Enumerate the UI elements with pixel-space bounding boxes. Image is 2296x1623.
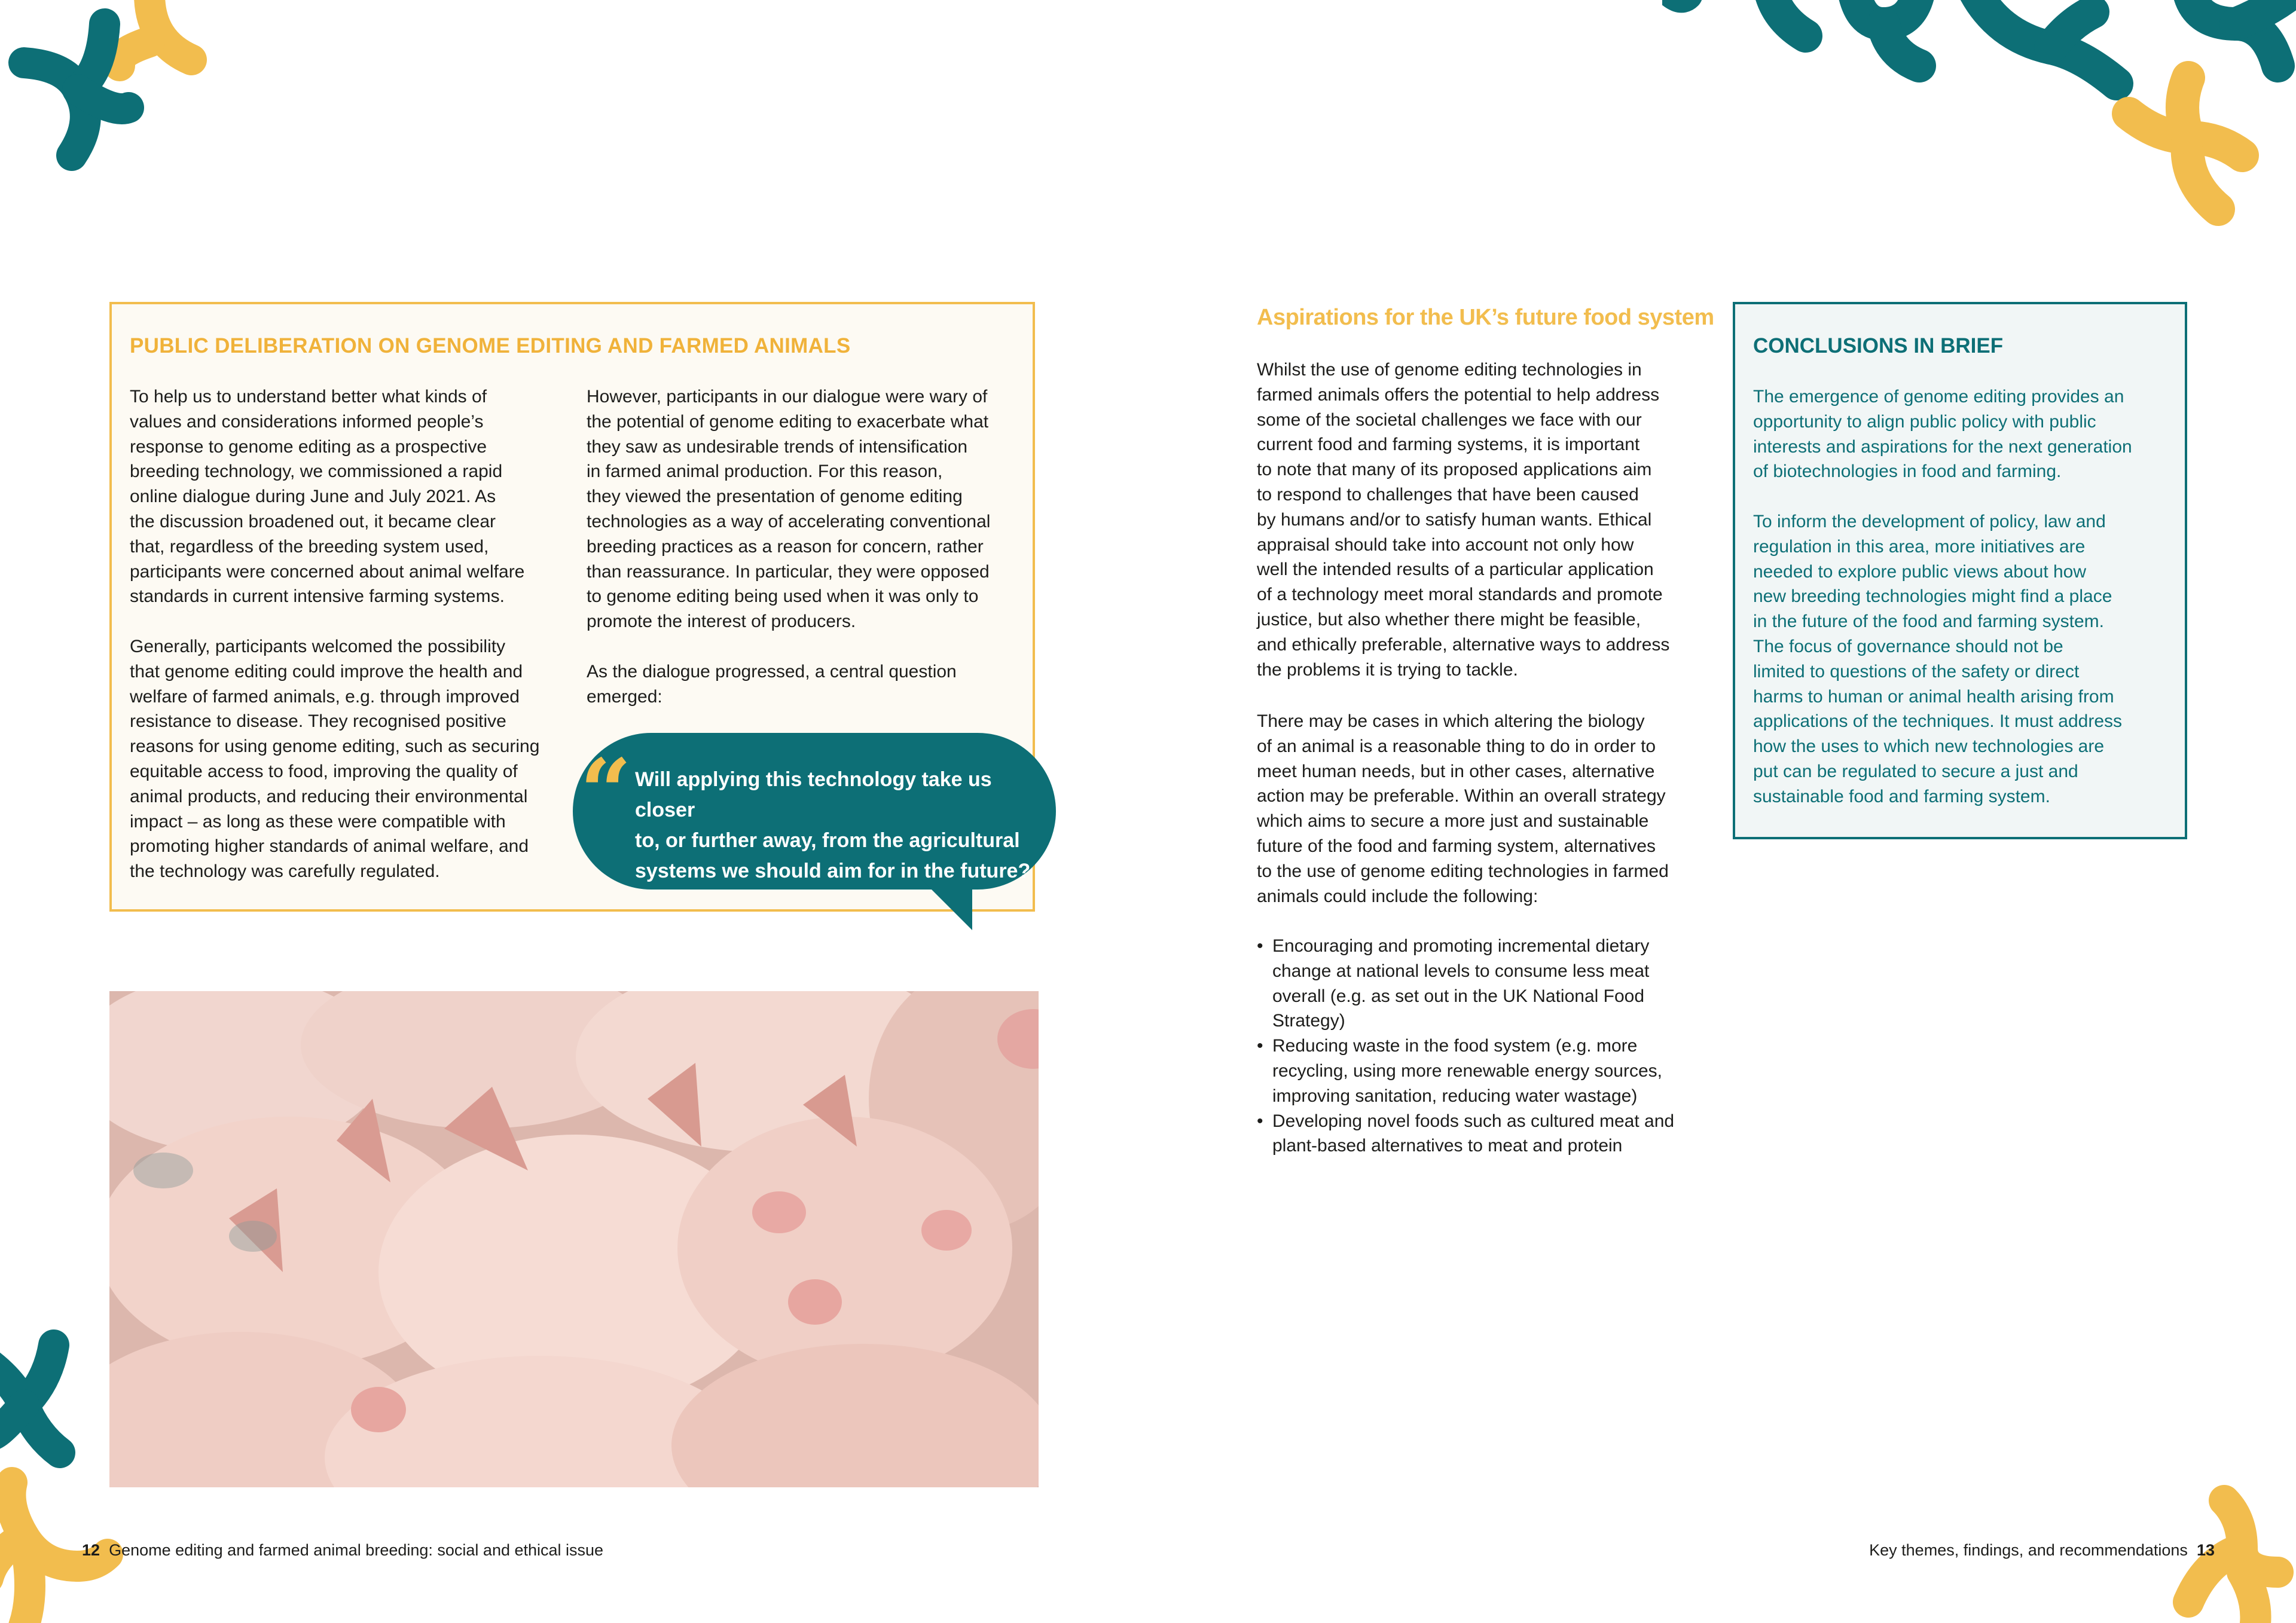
main-paragraph-2: There may be cases in which altering the biology of an animal is a reasonable thing to do in order to meet human needs, but in other cases, alternative action may be preferable. Within an overall strategy which aims to secure a more just and sustainable future of the food and farming system, alternatives to the use of genome editing technologies in farmed animals could include the following: [1257,711,1669,906]
molecule-decoration-top-right [1662,0,2296,239]
molecule-decoration-top-left [0,0,251,179]
footer-right-title: Key themes, findings, and recommendations [1869,1541,2188,1559]
quote-text: Will applying this technology take us closer to, or further away, from the agricultural systems we should aim for in the future? [635,768,1031,882]
footer-left-title: Genome editing and farmed animal breeding: social and ethical issue [109,1541,604,1559]
pigs-photo [109,991,1039,1487]
pigs-illustration [109,991,1039,1487]
footer-right [1869,1541,2215,1560]
page-number-right: 13 [2196,1541,2215,1559]
quote-bubble-tail [921,879,981,939]
alternatives-list [1257,934,1674,1159]
public-deliberation-title: PUBLIC DELIBERATION ON GENOME EDITING AND FARMED ANIMALS [130,334,851,357]
quote-mark-icon: “ [580,739,632,845]
footer-left [82,1541,603,1560]
list-item: • Developing novel foods such as cultured meat and plant-based alternatives to meat and protein [1257,1109,1674,1159]
conclusions-box [1733,302,2187,839]
main-paragraph-1: Whilst the use of genome editing technologies in farmed animals offers the potential to help address some of the societal challenges we face with our current food and farming systems, it is important to note that many of its proposed applications aim to respond to challenges that have been caused by humans and/or to satisfy human wants. Ethical appraisal should take into account not only how well the intended results of a particular application of a technology meet moral standards and promote justice, but also whether there might be feasible, and ethically preferable, alternative ways to address the problems it is trying to tackle. [1257,360,1670,680]
list-item: • Encouraging and promoting incremental dietary change at national levels to consume less meat overall (e.g. as set out in the UK National Food Strategy) [1257,934,1674,1034]
page-number-left: 12 [82,1541,100,1559]
conclusions-text: The emergence of genome editing provides an opportunity to align public policy with public interests and aspirations for the next generation of biotechnologies in food and farming. To inform the development of policy, law and regulation in this area, more initiatives are needed to explore public views about how new breeding technologies might find a place in the future of the food and farming system. The focus of governance should not be limited to questions of the safety or direct harms to human or animal health arising from applications of the techniques. It must address how the uses to which new technologies are put can be regulated to secure a just and sustainable food and farming system. [1753,387,2132,806]
public-deliberation-column-2: However, participants in our dialogue were wary of the potential of genome editing to exacerbate what they saw as undesirable trends of intensification in farmed animal production. For this reason, they viewed the presentation of genome editing technologies as a way of accelerating conventional breeding practices as a reason for concern, rather than reassurance. In particular, they were opposed to genome editing being used when it was only to promote the interest of producers. As the dialogue progressed, a central question emerged: [587,387,991,707]
public-deliberation-column-1: To help us to understand better what kinds of values and considerations informed people’s response to genome editing as a prospective breeding technology, we commissioned a rapid online dialogue during June and July 2021. As the discussion broadened out, it became clear that, regardless of the breeding system used, participants were concerned about animal welfare standards in current intensive farming systems. Generally, participants welcomed the possibility that genome editing could improve the health and welfare of farmed animals, e.g. through improved resistance to disease. They recognised positive reasons for using genome editing, such as securing equitable access to food, improving the quality of animal products, and reducing their environmental impact – as long as these were compatible with promoting higher standards of animal welfare, and the technology was carefully regulated. [130,387,540,882]
conclusions-title: CONCLUSIONS IN BRIEF [1753,334,2004,357]
list-item: • Reducing waste in the food system (e.g. more recycling, using more renewable energy sources, improving sanitation, reducing water wastage) [1257,1034,1674,1108]
section-heading: Aspirations for the UK’s future food system [1257,305,1714,330]
